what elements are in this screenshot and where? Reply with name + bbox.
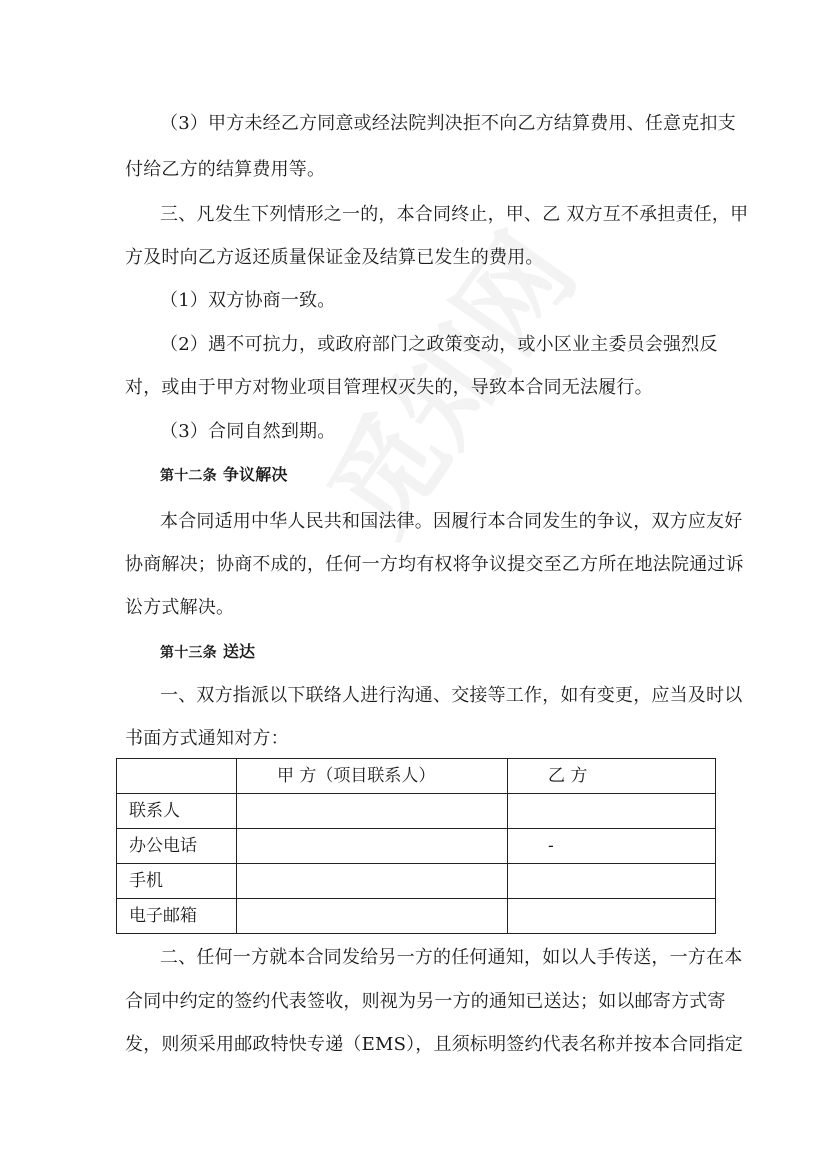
paragraph-line: 一、双方指派以下联络人进行沟通、交接等工作，如有变更，应当及时以 [160, 685, 743, 706]
table-cell [508, 899, 716, 934]
paragraph-line: 讼方式解决。 [125, 597, 235, 618]
paragraph-line: 书面方式通知对方： [125, 728, 289, 749]
article-title: 送达 [222, 642, 256, 661]
table-cell [237, 829, 508, 864]
table-cell-label: 手机 [117, 864, 237, 899]
paragraph-line: 付给乙方的结算费用等。 [125, 159, 326, 180]
table-cell: - [508, 829, 716, 864]
table-header-row [117, 759, 716, 794]
table-header-cell [117, 759, 237, 794]
paragraph-line: 合同中约定的签约代表签收，则视为另一方的通知已送达；如以邮寄方式寄 [125, 991, 726, 1012]
paragraph-line: 本合同适用中华人民共和国法律。因履行本合同发生的争议，双方应友好 [160, 511, 743, 532]
article-title: 争议解决 [222, 465, 288, 484]
table-row [117, 829, 716, 864]
table-cell [237, 794, 508, 829]
table-header-cell: 乙 方 [508, 759, 716, 794]
paragraph-line: 三、凡发生下列情形之一的，本合同终止，甲、乙 双方互不承担责任，甲 [160, 204, 749, 225]
article-number: 第十三条 [160, 645, 217, 661]
article-number: 第十二条 [160, 468, 217, 484]
article-12-heading [160, 462, 288, 489]
table-cell [508, 864, 716, 899]
paragraph-line: （1）双方协商一致。 [160, 290, 336, 311]
table-cell [237, 864, 508, 899]
paragraph-line: 二、任何一方就本合同发给另一方的任何通知，如以人手传送，一方在本 [160, 947, 743, 968]
paragraph-line: （3）甲方未经乙方同意或经法院判决拒不向乙方结算费用、任意克扣支 [160, 113, 736, 134]
table-cell-label: 办公电话 [117, 829, 237, 864]
table-row [117, 864, 716, 899]
paragraph-line: （3）合同自然到期。 [160, 421, 336, 442]
paragraph-line: （2）遇不可抗力，或政府部门之政策变动，或小区业主委员会强烈反 [160, 334, 718, 355]
article-13-heading [160, 639, 255, 666]
table-cell-label: 电子邮箱 [117, 899, 237, 934]
table-header-cell: 甲 方（项目联系人） [237, 759, 508, 794]
paragraph-line: 对，或由于甲方对物业项目管理权灭失的，导致本合同无法履行。 [125, 377, 653, 398]
paragraph-line: 方及时向乙方返还质量保证金及结算已发生的费用。 [125, 247, 544, 268]
table-cell-label: 联系人 [117, 794, 237, 829]
table-row [117, 794, 716, 829]
paragraph-line: 协商解决；协商不成的，任何一方均有权将争议提交至乙方所在地法院通过诉 [125, 554, 744, 575]
paragraph-line: 发，则须采用邮政特快专递（EMS），且须标明签约代表名称并按本合同指定 [125, 1034, 743, 1055]
table-cell [508, 794, 716, 829]
contact-table [116, 758, 716, 934]
table-row [117, 899, 716, 934]
table-cell [237, 899, 508, 934]
